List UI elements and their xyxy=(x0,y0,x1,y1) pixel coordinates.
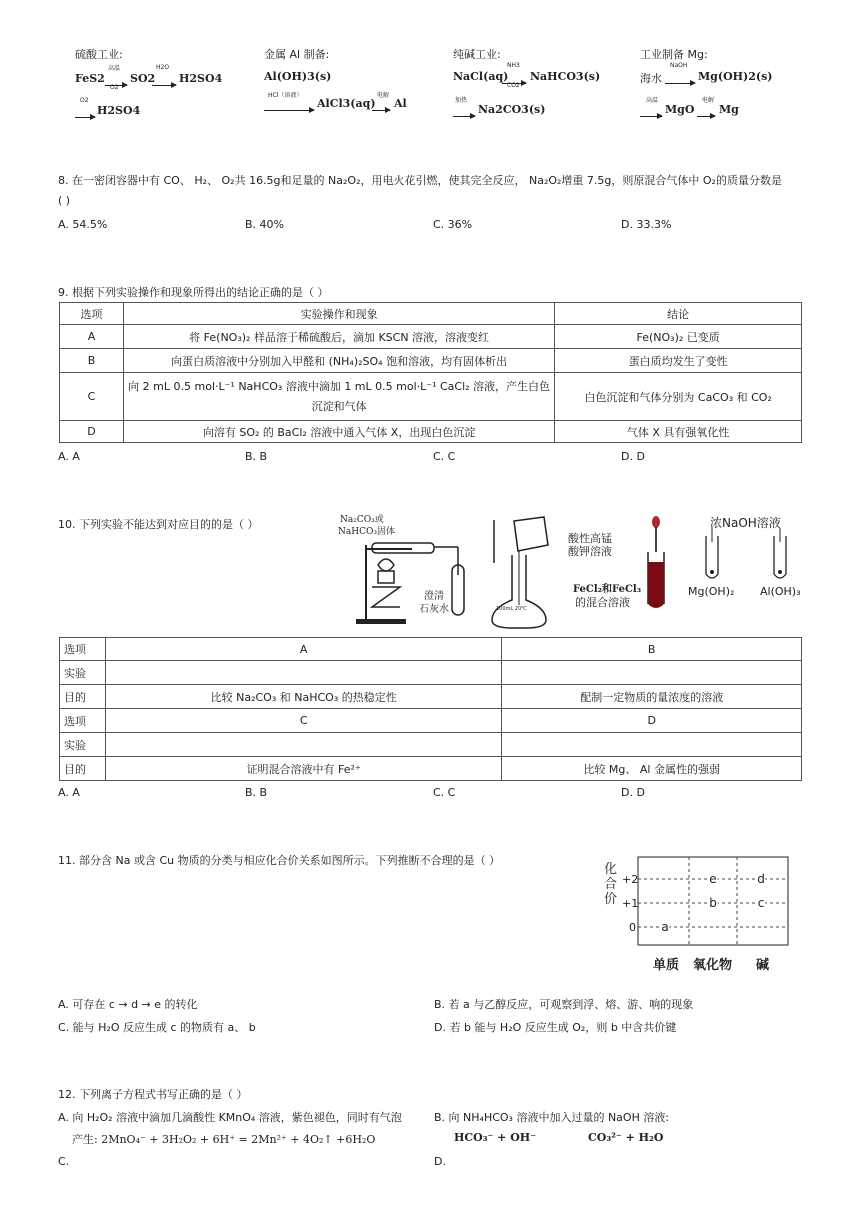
q10-cell: B xyxy=(502,638,802,661)
industry-title-mg: 工业制备 Mg: xyxy=(640,48,708,61)
q11-point-d: d xyxy=(757,872,765,886)
q12-option-a-line1[interactable]: A. 向 H₂O₂ 溶液中滴加几滴酸性 KMnO₄ 溶液，紫色褪色，同时有气泡 xyxy=(58,1111,402,1124)
q9-cell: B xyxy=(60,349,124,373)
dropper-testtube-icon xyxy=(630,512,670,612)
q11-ytick-plus1: +1 xyxy=(622,897,639,910)
q12-option-b-line1[interactable]: B. 向 NH₄HCO₃ 溶液中加入过量的 NaOH 溶液: xyxy=(434,1111,670,1124)
q8-stem: 8. 在一密闭容器中有 CO、 H₂、 O₂共 16.5g和足量的 Na₂O₂，用电火花引燃，使其完全反应， Na₂O₂增重 7.5g，则原混合气体中 O₂的质量分数是 xyxy=(58,174,782,187)
q11-point-a: a xyxy=(661,920,669,934)
q11-point-b: b xyxy=(709,896,717,910)
sulfuric-over2: H2O xyxy=(156,64,170,71)
mg-hydroxide: Mg(OH)2(s) xyxy=(698,70,773,83)
q11-xcat-oxide: 氧化物 xyxy=(693,958,733,973)
q10-cell: A xyxy=(105,638,501,661)
industry-title-al: 金属 Al 制备: xyxy=(264,48,330,61)
q9-header-option: 选项 xyxy=(60,303,124,325)
q9-cell: C xyxy=(60,373,124,421)
table-row xyxy=(60,685,802,709)
q10-cell: 实验 xyxy=(60,661,106,685)
al-alcl3: AlCl3(aq) xyxy=(317,97,376,110)
heating-apparatus-icon xyxy=(352,535,472,627)
sulfuric-h2so4: H2SO4 xyxy=(97,104,141,117)
q9-header-operation: 实验操作和现象 xyxy=(123,303,554,325)
q12-option-d[interactable]: D. xyxy=(434,1155,446,1168)
q10-cell: 目的 xyxy=(60,685,106,709)
table-row xyxy=(60,638,802,661)
q10-cell: 证明混合溶液中有 Fe²⁺ xyxy=(105,757,501,781)
q9-cell: D xyxy=(60,421,124,443)
arrow-icon xyxy=(75,117,95,118)
q10-cell: 比较 Na₂CO₃ 和 NaHCO₃ 的热稳定性 xyxy=(105,685,501,709)
q12-option-c[interactable]: C. xyxy=(58,1155,70,1168)
q8-paren: ( ) xyxy=(58,194,71,207)
soda-under1: CO2 xyxy=(507,82,520,89)
q10-table xyxy=(59,637,802,781)
q10-cell xyxy=(105,733,501,757)
q11-option-d[interactable]: D. 若 b 能与 H₂O 反应生成 O₂，则 b 中含共价键 xyxy=(434,1021,677,1034)
soda-over1: NH3 xyxy=(507,62,520,69)
q10-option-a[interactable]: A. A xyxy=(58,786,80,799)
sulfuric-under1: O2 xyxy=(110,84,119,91)
q9-cell: 将 Fe(NO₃)₂ 样品溶于稀硫酸后，滴加 KSCN 溶液，溶液变红 xyxy=(123,325,554,349)
al-over2: 电解 xyxy=(377,92,390,99)
q11-option-c[interactable]: C. 能与 H₂O 反应生成 c 的物质有 a、 b xyxy=(58,1021,256,1034)
q12-option-a-line2: 产生: 2MnO₄⁻ + 3H₂O₂ + 6H⁺ = 2Mn²⁺ + 4O₂↑ +6H₂O xyxy=(72,1133,376,1146)
q11-xcat-base: 碱 xyxy=(756,958,770,973)
table-row xyxy=(60,709,802,733)
q9-cell: 气体 X 具有强氧化性 xyxy=(555,421,802,443)
q10-cell: 选项 xyxy=(60,638,106,661)
q9-cell: 蛋白质均发生了变性 xyxy=(555,349,802,373)
q9-stem: 9. 根据下列实验操作和现象所得出的结论正确的是（ ） xyxy=(58,286,329,299)
q9-cell: 向 2 mL 0.5 mol·L⁻¹ NaHCO₃ 溶液中滴加 1 mL 0.5 mol·L⁻¹ CaCl₂ 溶液，产生白色沉淀和气体 xyxy=(123,373,554,421)
q9-option-b[interactable]: B. B xyxy=(245,450,268,463)
q11-stem: 11. 部分含 Na 或含 Cu 物质的分类与相应化合价关系如图所示。下列推断不合理的是（ ） xyxy=(58,854,501,867)
soda-nacl: NaCl(aq) xyxy=(453,70,509,83)
q10-label-a3: 澄清 xyxy=(424,591,444,602)
q10-label-d2: Mg(OH)₂ xyxy=(688,585,735,598)
q10-cell: 实验 xyxy=(60,733,106,757)
q10-label-c4: 的混合溶液 xyxy=(575,596,630,609)
q9-table xyxy=(59,302,802,443)
q10-cell: 比较 Mg、 Al 金属性的强弱 xyxy=(502,757,802,781)
sulfuric-over1: 高温 xyxy=(108,65,121,72)
q10-option-c[interactable]: C. C xyxy=(433,786,456,799)
q11-ytick-zero: 0 xyxy=(629,921,636,934)
q9-cell: Fe(NO₃)₂ 已变质 xyxy=(555,325,802,349)
q10-cell xyxy=(502,733,802,757)
sulfuric-fes2: FeS2 xyxy=(75,72,105,85)
q11-option-b[interactable]: B. 若 a 与乙醇反应，可观察到浮、熔、游、响的现象 xyxy=(434,998,694,1011)
mg-mg: Mg xyxy=(719,103,739,116)
soda-nahco3: NaHCO3(s) xyxy=(530,70,601,83)
q10-option-b[interactable]: B. B xyxy=(245,786,268,799)
q12-option-b-rhs: CO₃²⁻ + H₂O xyxy=(588,1131,664,1144)
q9-cell: 向溶有 SO₂ 的 BaCl₂ 溶液中通入气体 X，出现白色沉淀 xyxy=(123,421,554,443)
table-row xyxy=(60,733,802,757)
q10-label-c3: FeCl₂和FeCl₃ xyxy=(573,584,642,595)
mg-seawater: 海水 xyxy=(640,72,662,85)
sulfuric-h2so3: H2SO4 xyxy=(179,72,223,85)
q10-label-a1: Na₂CO₃或 xyxy=(340,515,384,525)
q9-cell: A xyxy=(60,325,124,349)
q10-label-a2: NaHCO₃固体 xyxy=(338,527,395,537)
arrow-icon xyxy=(152,85,176,86)
q10-label-c2: 酸钾溶液 xyxy=(568,545,612,558)
q10-cell: 配制一定物质的量浓度的溶液 xyxy=(502,685,802,709)
arrow-icon xyxy=(453,116,475,117)
al-line1: Al(OH)3(s) xyxy=(264,70,332,83)
q10-cell: 目的 xyxy=(60,757,106,781)
arrow-icon xyxy=(697,116,715,117)
q10-option-d[interactable]: D. D xyxy=(621,786,645,799)
arrow-icon xyxy=(665,83,695,84)
mg-over2: 高温 xyxy=(646,97,659,104)
volumetric-flask-icon xyxy=(484,515,549,630)
al-al: Al xyxy=(394,97,407,110)
q11-point-c: c xyxy=(757,896,765,910)
q8-option-c[interactable]: C. 36% xyxy=(433,218,473,231)
q11-xcat-element: 单质 xyxy=(653,958,680,973)
table-row xyxy=(60,349,802,373)
industry-title-sulfuric: 硫酸工业: xyxy=(75,48,123,61)
q9-option-a[interactable]: A. A xyxy=(58,450,80,463)
q9-option-c[interactable]: C. C xyxy=(433,450,456,463)
industry-title-soda: 纯碱工业: xyxy=(453,48,501,61)
table-row xyxy=(60,421,802,443)
q10-cell: C xyxy=(105,709,501,733)
q10-label-c1: 酸性高锰 xyxy=(568,532,612,545)
q10-flask-label: 100mL 20℃ xyxy=(496,606,527,612)
two-testtubes-icon xyxy=(696,528,796,588)
table-row xyxy=(60,757,802,781)
table-row xyxy=(60,373,802,421)
mg-over3: 电解 xyxy=(702,97,715,104)
q10-cell xyxy=(105,661,501,685)
q12-stem: 12. 下列离子方程式书写正确的是（ ） xyxy=(58,1088,248,1101)
al-over1: HCl（溶液） xyxy=(268,92,303,99)
q11-ytick-plus2: +2 xyxy=(622,873,639,886)
soda-over2: 加热 xyxy=(455,97,468,104)
sulfuric-line2-over: O2 xyxy=(80,97,89,104)
q8-option-a[interactable]: A. 54.5% xyxy=(58,218,108,231)
q9-cell: 白色沉淀和气体分别为 CaCO₃ 和 CO₂ xyxy=(555,373,802,421)
sulfuric-so2: SO2 xyxy=(130,72,156,85)
q10-label-a4: 石灰水 xyxy=(419,604,449,615)
arrow-icon xyxy=(264,110,314,111)
q10-cell: 选项 xyxy=(60,709,106,733)
q8-option-b[interactable]: B. 40% xyxy=(245,218,284,231)
soda-na2co3: Na2CO3(s) xyxy=(478,103,546,116)
table-row xyxy=(60,325,802,349)
q10-label-d1: 浓NaOH溶液 xyxy=(710,516,781,530)
mg-over1: NaOH xyxy=(670,62,688,69)
q10-stem: 10. 下列实验不能达到对应目的的是（ ） xyxy=(58,518,259,531)
arrow-icon xyxy=(372,110,390,111)
q9-header-conclusion: 结论 xyxy=(555,303,802,325)
q8-option-d[interactable]: D. 33.3% xyxy=(621,218,672,231)
q9-option-d[interactable]: D. D xyxy=(621,450,645,463)
q10-label-d3: Al(OH)₃ xyxy=(760,585,801,598)
arrow-icon xyxy=(640,116,662,117)
q10-cell xyxy=(502,661,802,685)
mg-mgo: MgO xyxy=(665,103,695,116)
q11-option-a[interactable]: A. 可存在 c → d → e 的转化 xyxy=(58,998,198,1011)
table-row xyxy=(60,661,802,685)
q11-point-e: e xyxy=(709,872,717,886)
q10-cell: D xyxy=(502,709,802,733)
q11-ylabel: 化合价 xyxy=(604,862,618,907)
q9-cell: 向蛋白质溶液中分别加入甲醛和 (NH₄)₂SO₄ 饱和溶液，均有固体析出 xyxy=(123,349,554,373)
q12-option-b-lhs: HCO₃⁻ + OH⁻ xyxy=(454,1131,537,1144)
